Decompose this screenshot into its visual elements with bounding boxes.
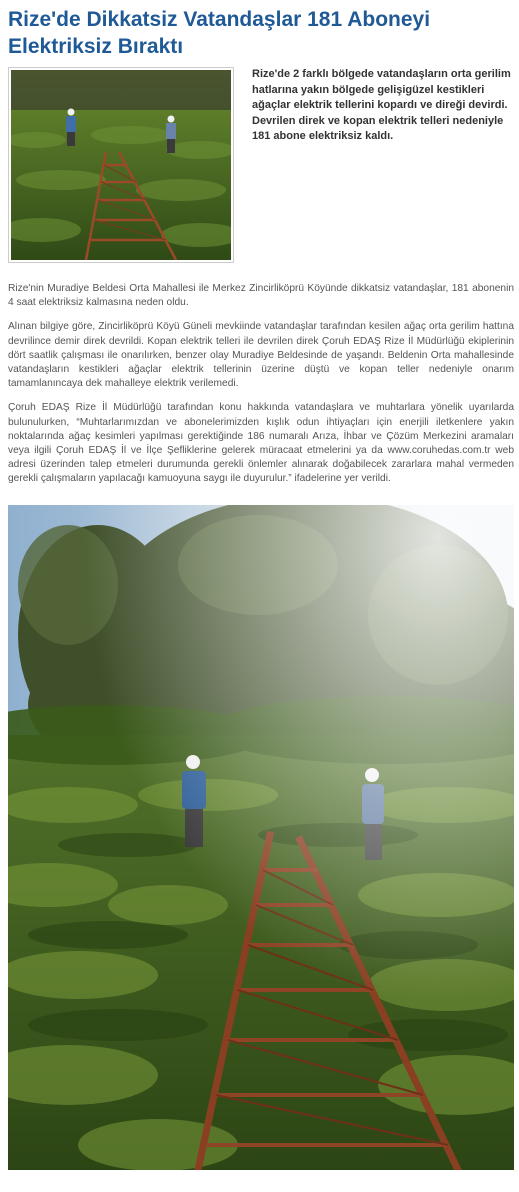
thumbnail-photo[interactable] [8, 67, 234, 263]
thumbnail-photo-graphic [11, 70, 231, 260]
article-paragraph: Alınan bilgiye göre, Zincirliköprü Köyü Güneli mevkiinde vatandaşlar tarafından kesilen ağaç orta gerilim hattına devrilince demir direk devrildi. Kopan elektrik telleri ile devrilen direk Çoruh EDAŞ Rize İl Müdürlüğü ekiplerinin dört saatlik çalışması ile onarılırken, benzer olay Muradiye Beldesinde de yaşandı. Beldenin Orta mahallesinde vatandaşların kestikleri ağaçlar elektrik tellerinin üzerine düştü ve kopan teller nedeniyle onarım tamamlanıncaya dek mahalleye elektrik verilemedi. [8, 321, 514, 390]
article-paragraph: Çoruh EDAŞ Rize İl Müdürlüğü tarafından konu hakkında vatandaşlara ve muhtarlara yönelik uyarılarda bulunulurken, “Muhtarlarımızdan ve abonelerimizden kışlık odun ihtiyaçları için enerjili iletkenlere yakın noktalarında ağaç kesimleri yapılması gerektiğinde 186 numaralı Arıza, İhbar ve Çözüm Merkezini aramaları veya ilgili Çoruh EDAŞ İl ve İlçe Şefliklerine gelerek müracaat etmelerini ya da www.coruhedas.com.tr web adresi üzerinden talep etmeleri durumunda gerekli önlemler alınarak doğabilecek zararlara mahal vermeden gerekli çalışmaların yapılacağı kamuoyuna saygı ile duyurulur.” ifadelerine yer verildi. [8, 402, 514, 485]
article-paragraph: Rize'nin Muradiye Beldesi Orta Mahallesi ile Merkez Zincirliköprü Köyünde dikkatsiz vatandaşlar, 181 abonenin 4 saat elektriksiz kalmasına neden oldu. [8, 283, 514, 309]
article-title: Rize'de Dikkatsiz Vatandaşlar 181 Aboneyi Elektriksiz Bıraktı [8, 8, 431, 58]
article-summary: Rize'de 2 farklı bölgede vatandaşların orta gerilim hatlarına yakın bölgede gelişigüzel kestikleri ağaçlar elektrik tellerini kopardı ve direği devirdi. Devrilen direk ve kopan elektrik telleri nedeniyle 181 abone elektriksiz kaldı. [252, 68, 511, 142]
main-photo[interactable] [8, 505, 514, 1170]
article-body [8, 282, 514, 497]
main-photo-graphic [8, 505, 514, 1170]
